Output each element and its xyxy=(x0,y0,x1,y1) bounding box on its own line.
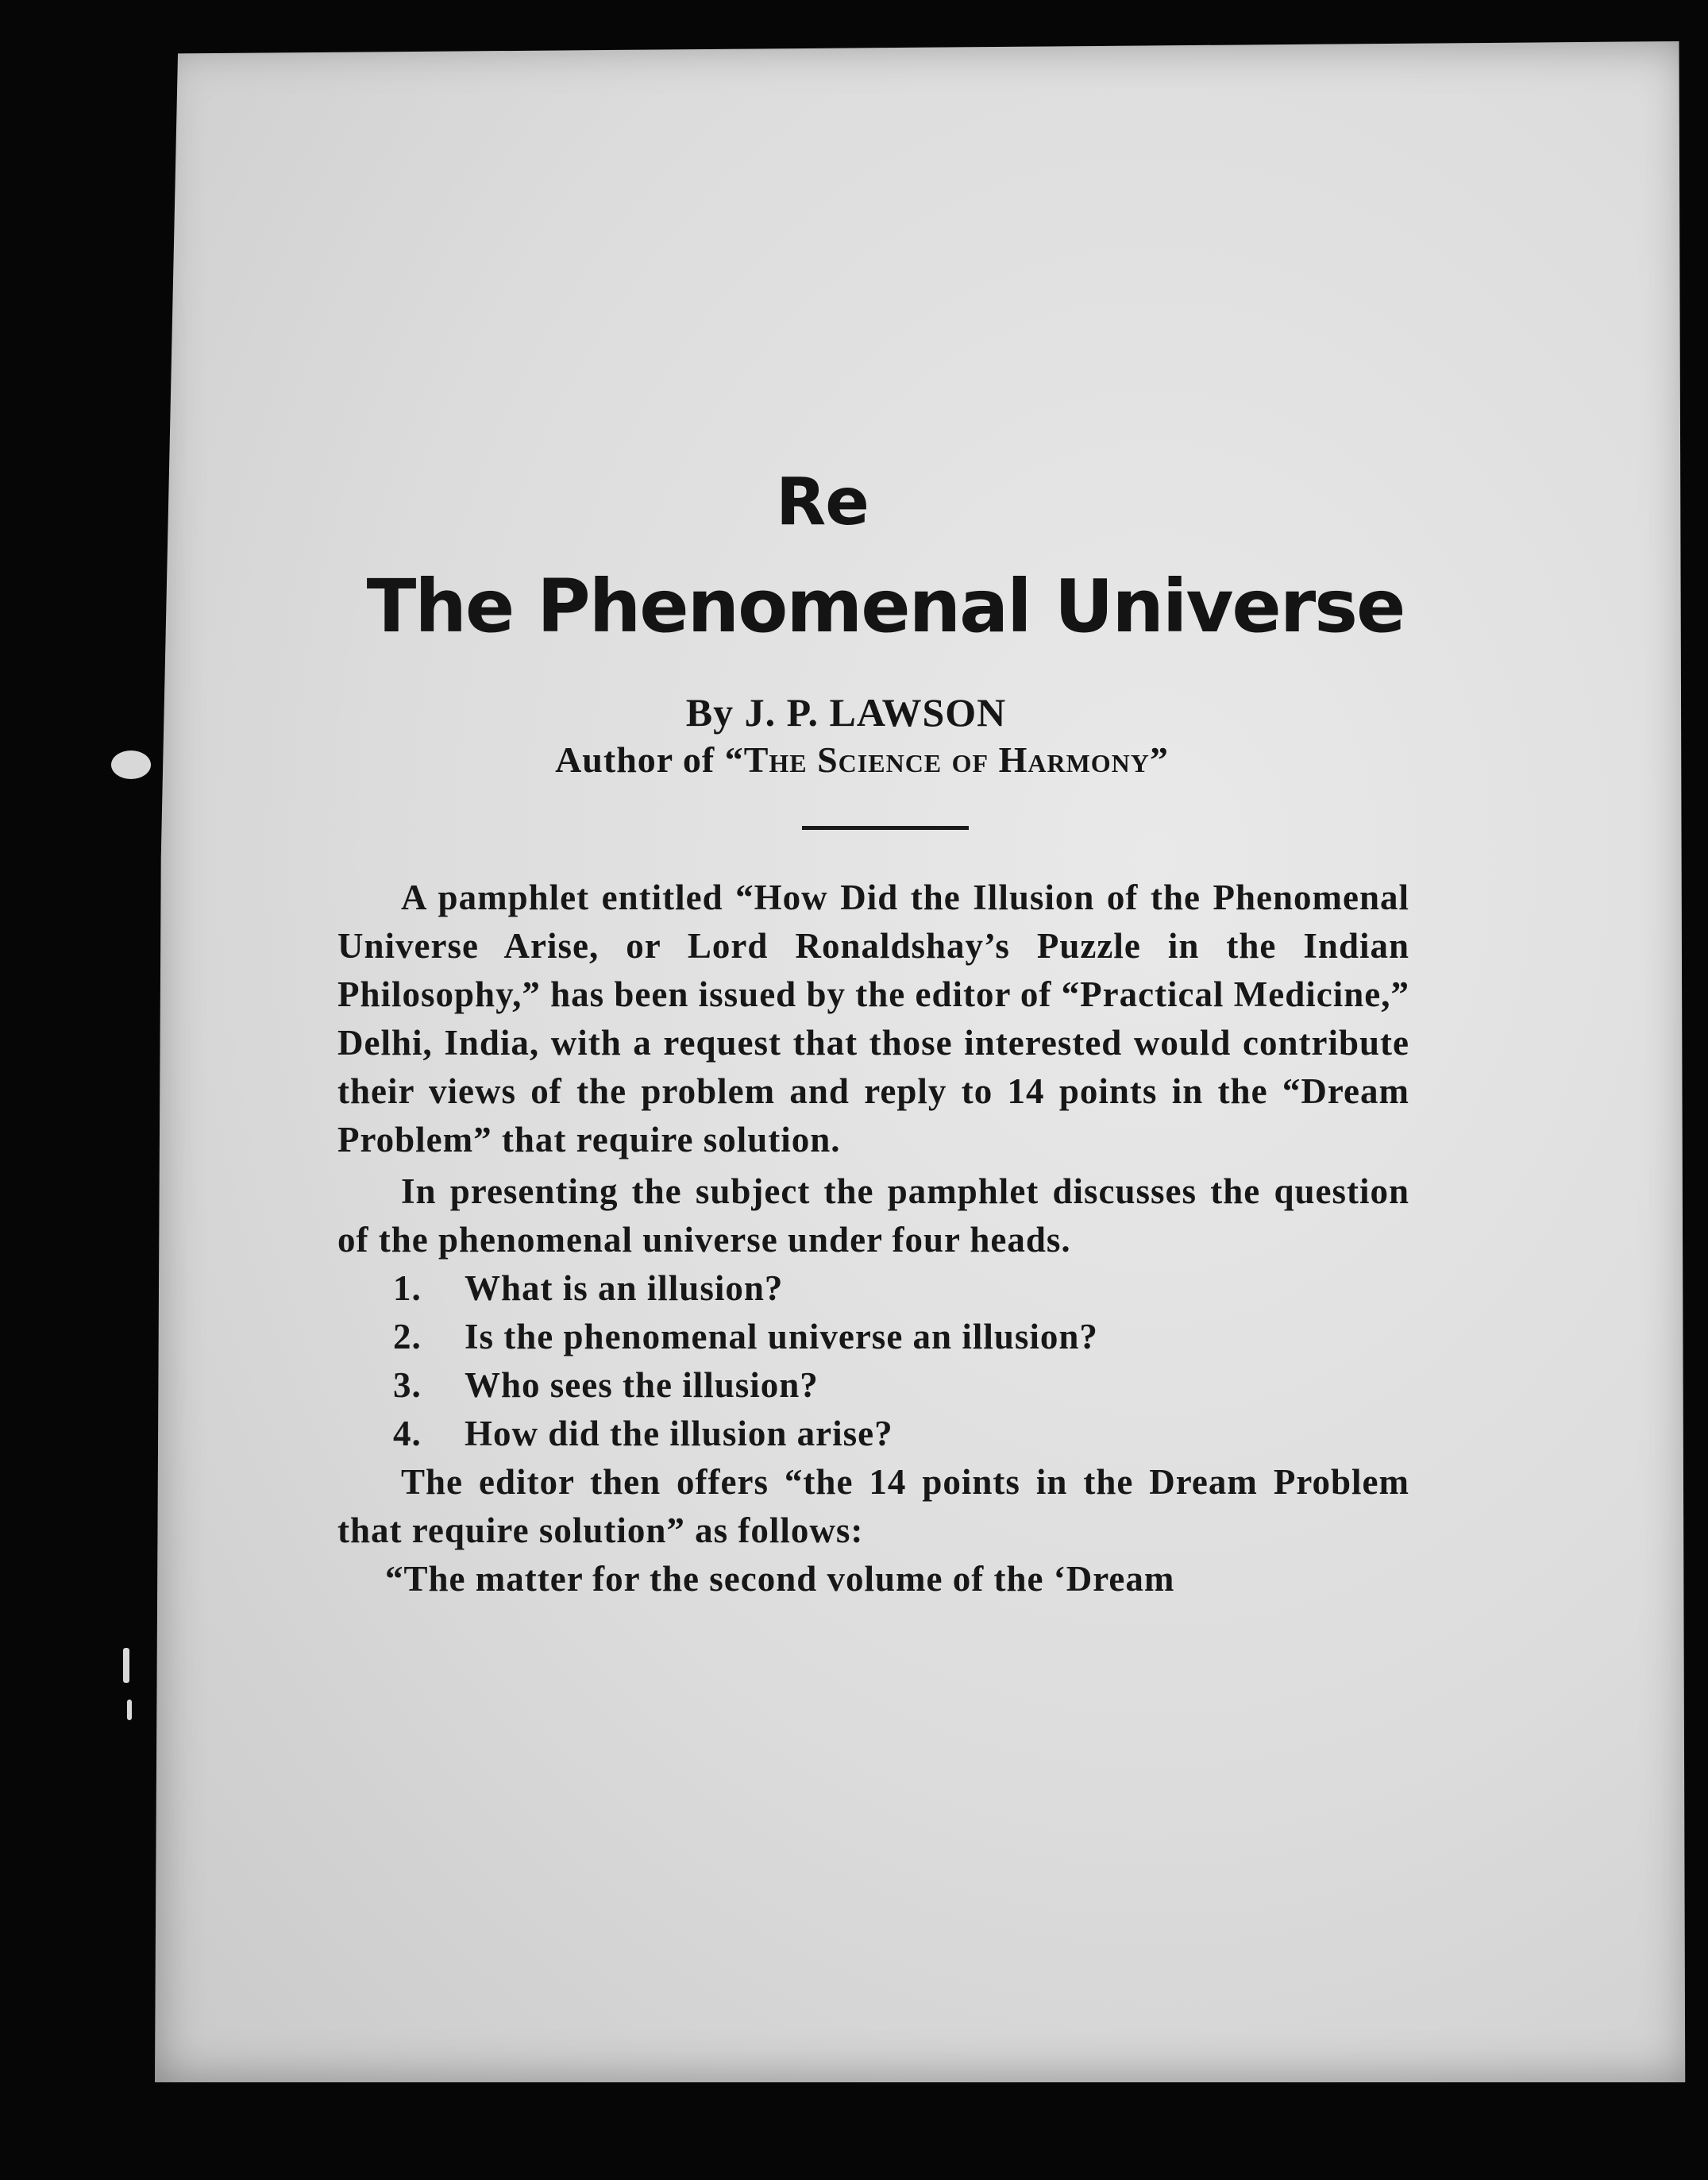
scan-speck xyxy=(123,1648,129,1683)
author-of-work: “The Science of Harmony” xyxy=(724,739,1169,780)
article-body xyxy=(337,874,1409,1603)
paragraph: The editor then offers “the 14 points in the Dream Problem that require solution” as follows: xyxy=(337,1462,1409,1550)
author-byline: By J. P. LAWSON xyxy=(685,690,1007,735)
scan-speck xyxy=(127,1700,132,1720)
list-text: Is the phenomenal universe an illusion? xyxy=(465,1317,1098,1356)
paragraph-fragment: “The matter for the second volume of the ‘Dream xyxy=(385,1559,1175,1599)
list-text: Who sees the illusion? xyxy=(465,1365,819,1405)
list-number: 1. xyxy=(393,1268,422,1308)
list-number: 4. xyxy=(393,1414,422,1453)
list-text: How did the illusion arise? xyxy=(465,1414,893,1453)
list-number: 2. xyxy=(393,1317,422,1356)
list-item xyxy=(337,1313,1409,1361)
author-of-prefix: Author of xyxy=(555,739,715,780)
list-number: 3. xyxy=(393,1365,422,1405)
paragraph: A pamphlet entitled “How Did the Illusion of the Phenomenal Universe Arise, or Lord Ronaldshay’s Puzzle in the Indian Philosophy,” has been issued by the editor of “Practical Medicine,” Delhi, India, with a request that those interested would contribute their views of the problem and reply to 14 points in the “Dream Problem” that require solution. xyxy=(337,878,1409,1159)
document-title: The Phenomenal Universe xyxy=(366,564,1405,649)
list-item xyxy=(337,1361,1409,1410)
heading-re: Re xyxy=(776,465,869,540)
list-item xyxy=(337,1410,1409,1458)
question-list xyxy=(337,1264,1409,1458)
author-of-line xyxy=(8,739,1708,781)
paragraph: In presenting the subject the pamphlet discusses the question of the phenomenal universe under four heads. xyxy=(337,1171,1409,1260)
list-item xyxy=(337,1264,1409,1313)
title-divider xyxy=(802,826,969,830)
list-text: What is an illusion? xyxy=(465,1268,784,1308)
